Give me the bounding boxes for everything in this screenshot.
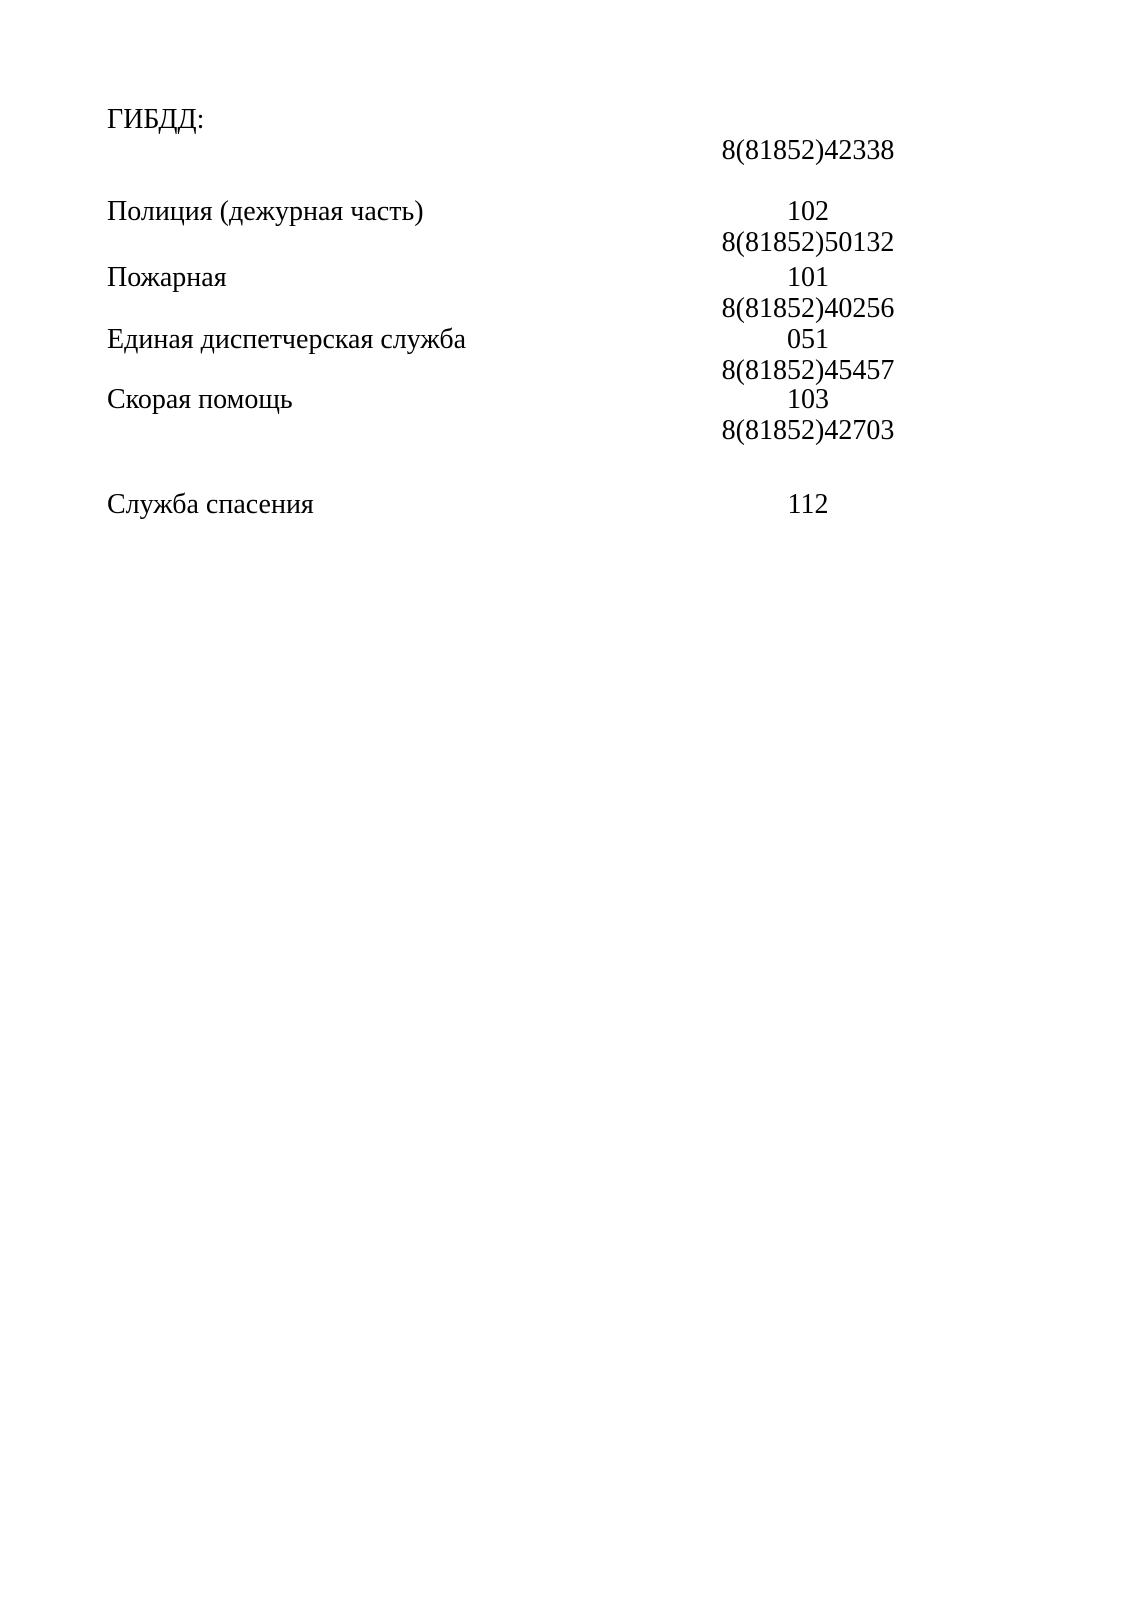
- service-name: Пожарная: [107, 262, 227, 293]
- service-code: 102: [787, 196, 829, 227]
- phone-column: [650, 196, 966, 258]
- service-code: 051: [787, 324, 829, 355]
- service-name: Полиция (дежурная часть): [107, 196, 424, 227]
- phone-column: [650, 262, 966, 324]
- service-phone: 8(81852)42338: [721, 135, 895, 166]
- service-code: 112: [787, 489, 829, 520]
- service-code: 103: [787, 384, 829, 415]
- service-code: [650, 104, 966, 135]
- service-phone: 8(81852)42703: [721, 415, 895, 446]
- service-phone: 8(81852)40256: [721, 293, 895, 324]
- phone-column: [650, 489, 966, 551]
- service-phone: 8(81852)50132: [721, 227, 895, 258]
- service-name: Служба спасения: [107, 489, 314, 520]
- service-phone: 8(81852)45457: [721, 355, 895, 386]
- phone-column: [650, 324, 966, 386]
- service-code: 101: [787, 262, 829, 293]
- service-name: Единая диспетчерская служба: [107, 324, 467, 355]
- phone-column: [650, 384, 966, 446]
- service-name: Скорая помощь: [107, 384, 293, 415]
- service-name: ГИБДД:: [107, 104, 205, 135]
- phone-column: [650, 104, 966, 166]
- service-phone: [650, 520, 966, 551]
